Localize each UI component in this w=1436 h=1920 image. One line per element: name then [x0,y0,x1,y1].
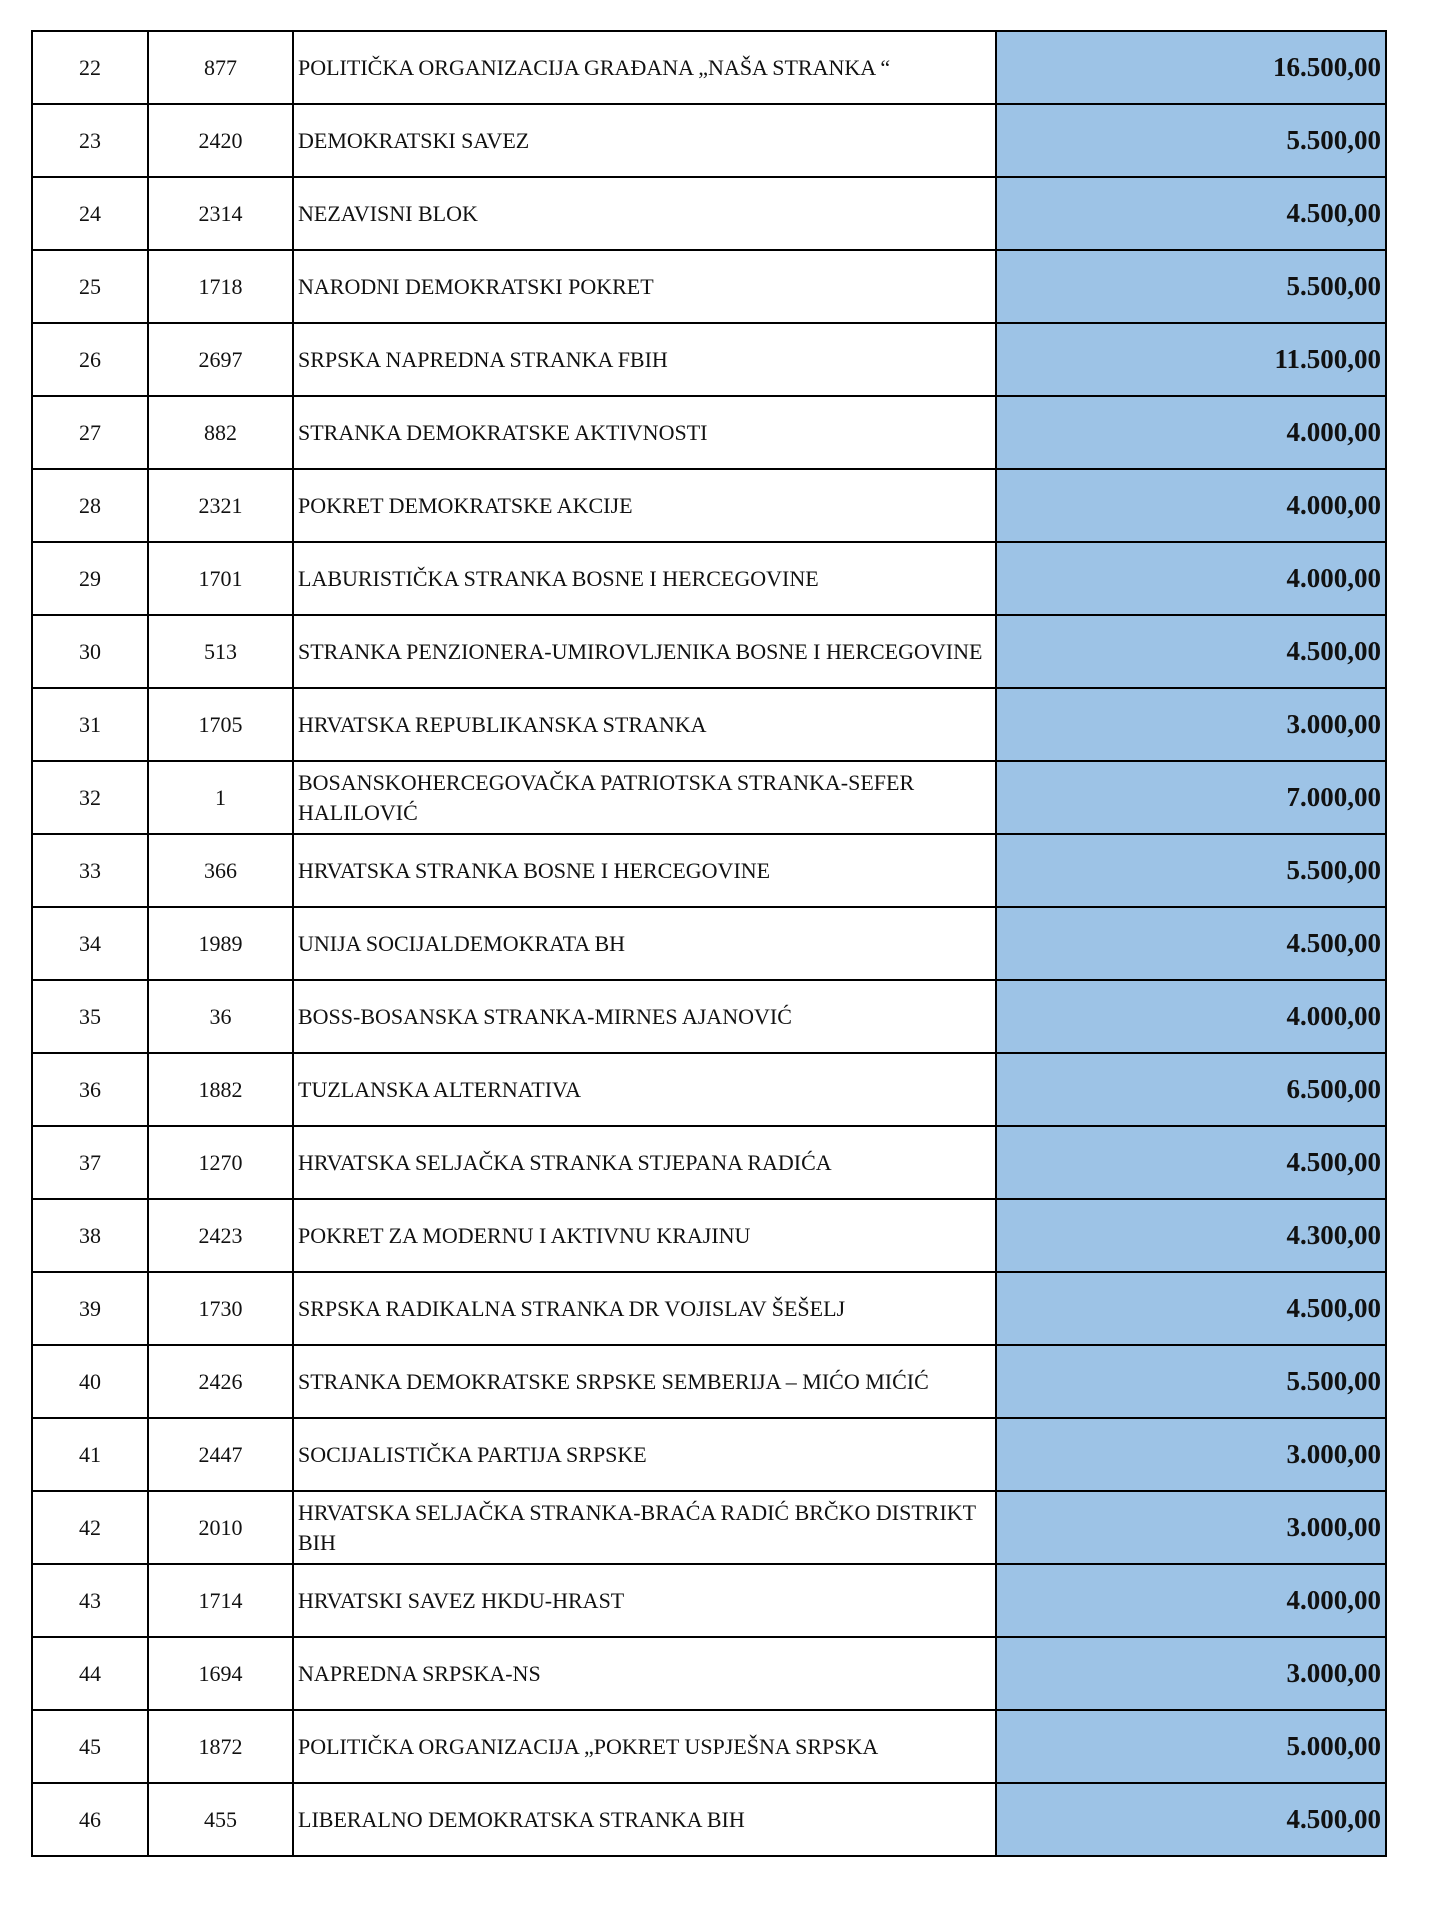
party-name: NAPREDNA SRPSKA-NS [293,1637,996,1710]
table-row [32,1126,1386,1199]
row-number: 41 [32,1418,148,1491]
row-number: 23 [32,104,148,177]
party-name: HRVATSKA SELJAČKA STRANKA-BRAĆA RADIĆ BRČKO DISTRIKT BIH [293,1491,996,1564]
row-number: 39 [32,1272,148,1345]
amount: 5.500,00 [996,250,1386,323]
table-row [32,542,1386,615]
party-code: 2420 [148,104,293,177]
party-code: 2423 [148,1199,293,1272]
row-number: 33 [32,834,148,907]
party-name: STRANKA DEMOKRATSKE SRPSKE SEMBERIJA – MIĆO MIĆIĆ [293,1345,996,1418]
table-row [32,31,1386,104]
party-code: 1989 [148,907,293,980]
party-code: 366 [148,834,293,907]
row-number: 40 [32,1345,148,1418]
table-row [32,615,1386,688]
amount: 5.500,00 [996,104,1386,177]
party-name: POLITIČKA ORGANIZACIJA GRAĐANA „NAŠA STRANKA “ [293,31,996,104]
table-row [32,250,1386,323]
row-number: 45 [32,1710,148,1783]
row-number: 44 [32,1637,148,1710]
party-name: SOCIJALISTIČKA PARTIJA SRPSKE [293,1418,996,1491]
row-number: 29 [32,542,148,615]
party-name: SRPSKA NAPREDNA STRANKA FBIH [293,323,996,396]
party-code: 513 [148,615,293,688]
party-code: 2314 [148,177,293,250]
amount: 4.500,00 [996,177,1386,250]
row-number: 43 [32,1564,148,1637]
row-number: 35 [32,980,148,1053]
party-name: SRPSKA RADIKALNA STRANKA DR VOJISLAV ŠEŠELJ [293,1272,996,1345]
party-name: POKRET ZA MODERNU I AKTIVNU KRAJINU [293,1199,996,1272]
amount: 3.000,00 [996,688,1386,761]
amount: 4.500,00 [996,1783,1386,1856]
table-row [32,1053,1386,1126]
party-code: 877 [148,31,293,104]
amount: 7.000,00 [996,761,1386,834]
amount: 5.000,00 [996,1710,1386,1783]
amount: 4.000,00 [996,542,1386,615]
party-code: 2010 [148,1491,293,1564]
amount: 3.000,00 [996,1418,1386,1491]
amount: 4.000,00 [996,396,1386,469]
party-code: 2697 [148,323,293,396]
amount: 5.500,00 [996,834,1386,907]
party-funding-table [31,30,1387,1857]
party-code: 1714 [148,1564,293,1637]
row-number: 34 [32,907,148,980]
party-name: DEMOKRATSKI SAVEZ [293,104,996,177]
party-code: 882 [148,396,293,469]
table-row [32,834,1386,907]
party-name: POLITIČKA ORGANIZACIJA „POKRET USPJEŠNA SRPSKA [293,1710,996,1783]
party-code: 1701 [148,542,293,615]
row-number: 32 [32,761,148,834]
table-row [32,177,1386,250]
table-row [32,104,1386,177]
amount: 4.500,00 [996,1126,1386,1199]
table-row [32,323,1386,396]
party-name: HRVATSKA SELJAČKA STRANKA STJEPANA RADIĆA [293,1126,996,1199]
party-name: LIBERALNO DEMOKRATSKA STRANKA BIH [293,1783,996,1856]
amount: 3.000,00 [996,1491,1386,1564]
party-name: HRVATSKA REPUBLIKANSKA STRANKA [293,688,996,761]
row-number: 31 [32,688,148,761]
party-code: 36 [148,980,293,1053]
amount: 4.000,00 [996,469,1386,542]
party-name: LABURISTIČKA STRANKA BOSNE I HERCEGOVINE [293,542,996,615]
row-number: 30 [32,615,148,688]
table-row [32,1710,1386,1783]
table-row [32,1272,1386,1345]
amount: 4.500,00 [996,907,1386,980]
party-name: HRVATSKA STRANKA BOSNE I HERCEGOVINE [293,834,996,907]
party-code: 1705 [148,688,293,761]
party-code: 2447 [148,1418,293,1491]
amount: 3.000,00 [996,1637,1386,1710]
party-code: 1 [148,761,293,834]
row-number: 36 [32,1053,148,1126]
party-code: 1270 [148,1126,293,1199]
party-code: 2321 [148,469,293,542]
row-number: 28 [32,469,148,542]
amount: 11.500,00 [996,323,1386,396]
party-code: 1872 [148,1710,293,1783]
amount: 4.500,00 [996,1272,1386,1345]
table-row [32,1418,1386,1491]
amount: 16.500,00 [996,31,1386,104]
table-row [32,1637,1386,1710]
party-code: 1882 [148,1053,293,1126]
row-number: 27 [32,396,148,469]
table-row [32,1783,1386,1856]
row-number: 22 [32,31,148,104]
amount: 4.000,00 [996,1564,1386,1637]
party-code: 455 [148,1783,293,1856]
table-row [32,688,1386,761]
table-row [32,761,1386,834]
table-row [32,469,1386,542]
row-number: 26 [32,323,148,396]
table-row [32,396,1386,469]
amount: 4.500,00 [996,615,1386,688]
row-number: 37 [32,1126,148,1199]
party-code: 1694 [148,1637,293,1710]
party-name: UNIJA SOCIJALDEMOKRATA BH [293,907,996,980]
row-number: 24 [32,177,148,250]
party-name: BOSS-BOSANSKA STRANKA-MIRNES AJANOVIĆ [293,980,996,1053]
party-name: NEZAVISNI BLOK [293,177,996,250]
party-name: TUZLANSKA ALTERNATIVA [293,1053,996,1126]
table-body [32,31,1386,1856]
row-number: 42 [32,1491,148,1564]
amount: 4.300,00 [996,1199,1386,1272]
row-number: 38 [32,1199,148,1272]
table-row [32,1345,1386,1418]
table-row [32,980,1386,1053]
table-row [32,907,1386,980]
table-row [32,1491,1386,1564]
amount: 6.500,00 [996,1053,1386,1126]
party-name: BOSANSKOHERCEGOVAČKA PATRIOTSKA STRANKA-SEFER HALILOVIĆ [293,761,996,834]
party-code: 2426 [148,1345,293,1418]
row-number: 46 [32,1783,148,1856]
amount: 4.000,00 [996,980,1386,1053]
party-name: STRANKA PENZIONERA-UMIROVLJENIKA BOSNE I HERCEGOVINE [293,615,996,688]
amount: 5.500,00 [996,1345,1386,1418]
row-number: 25 [32,250,148,323]
party-name: HRVATSKI SAVEZ HKDU-HRAST [293,1564,996,1637]
party-code: 1718 [148,250,293,323]
party-name: STRANKA DEMOKRATSKE AKTIVNOSTI [293,396,996,469]
table-row [32,1199,1386,1272]
party-code: 1730 [148,1272,293,1345]
table-row [32,1564,1386,1637]
party-name: POKRET DEMOKRATSKE AKCIJE [293,469,996,542]
party-name: NARODNI DEMOKRATSKI POKRET [293,250,996,323]
